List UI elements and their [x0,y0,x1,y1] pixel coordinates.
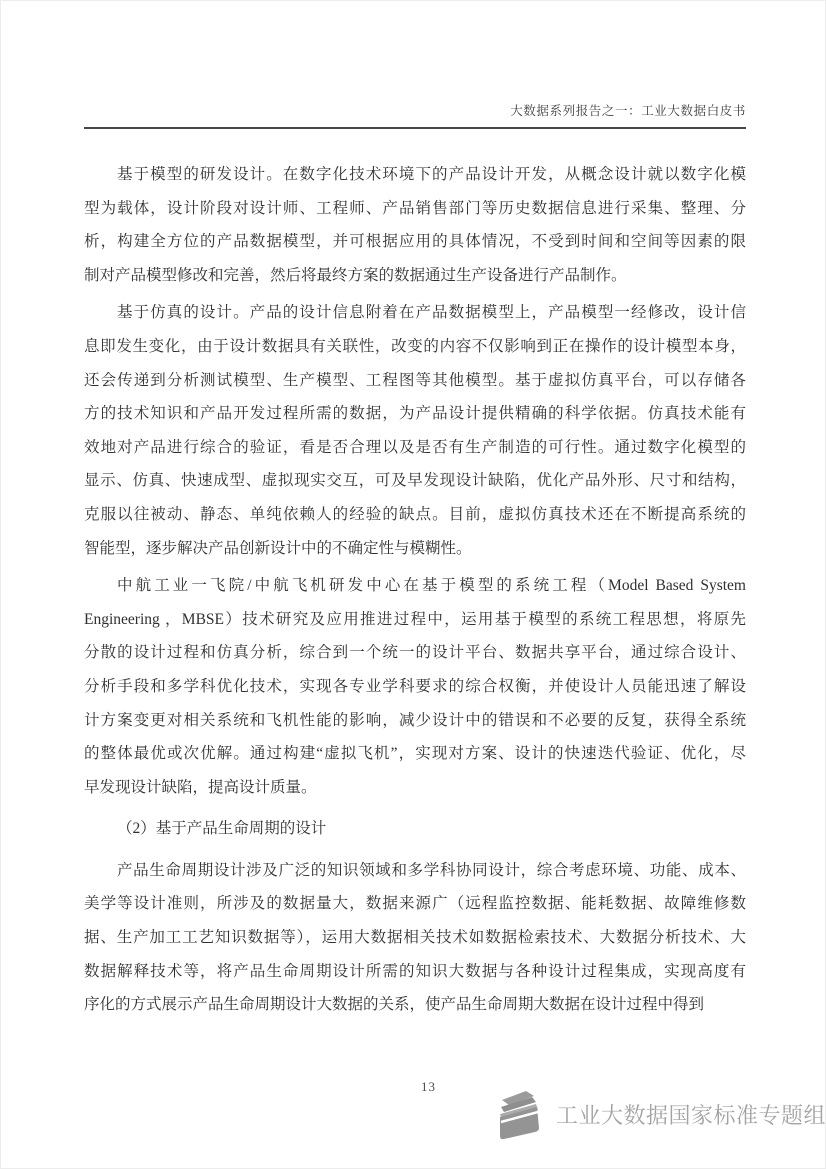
paragraph [84,158,746,292]
text-line: 息即发生变化，由于设计数据具有关联性，改变的内容不仅影响到正在操作的设计模型本身， [84,337,746,355]
text-line: 显示、仿真、快速成型、虚拟现实交互，可及早发现设计缺陷，优化产品外形、尺寸和结构， [84,472,746,490]
paragraph [84,296,746,565]
paragraph [84,569,746,804]
text-line: 早发现设计缺陷，提高设计质量。 [84,778,317,796]
text-line: 的整体最优或次优解。通过构建“虚拟飞机”，实现对方案、设计的快速迭代验证、优化，尽 [84,745,746,763]
text-line: Engineering ，MBSE）技术研究及应用推进过程中，运用基于模型的系统工程思想，将原先 [84,610,746,628]
text-line: 计方案变更对相关系统和飞机性能的影响，减少设计中的错误和不必要的反复，获得全系统 [84,711,746,729]
text-line: 还会传递到分析测试模型、生产模型、工程图等其他模型。基于虚拟仿真平台，可以存储各 [84,371,746,389]
text-line: 克服以往被动、静态、单纯依赖人的经验的缺点。目前，虚拟仿真技术还在不断提高系统的 [84,505,746,523]
standards-group-logo-text: 工业大数据国家标准专题组 [556,1102,826,1128]
text-line: 型为载体，设计阶段对设计师、工程师、产品销售部门等历史数据信息进行采集、整理、分 [84,199,746,217]
text-line: 据、生产加工工艺知识数据等），运用大数据相关技术如数据检索技术、大数据分析技术、大 [84,929,746,947]
text-line: 序化的方式展示产品生命周期设计大数据的关系，使产品生命周期大数据在设计过程中得到 [84,996,705,1014]
text-line: 产品生命周期设计涉及广泛的知识领域和多学科协同设计，综合考虑环境、功能、成本、 [117,861,746,879]
text-line: 析，构建全方位的产品数据模型，并可根据应用的具体情况，不受到时间和空间等因素的限 [84,233,746,251]
stacked-books-icon [491,1086,547,1142]
text-line: 智能型，逐步解决产品创新设计中的不确定性与模糊性。 [84,539,472,557]
page-header [84,101,746,129]
text-line: 中航工业一飞院/中航飞机研发中心在基于模型的系统工程（Model Based System [117,577,746,595]
section-heading [84,812,746,846]
paragraph [84,854,746,1022]
text-line: 分散的设计过程和仿真分析，综合到一个统一的设计平台、数据共享平台，通过综合设计、 [84,644,746,662]
text-line: （2）基于产品生命周期的设计 [117,820,327,838]
text-line: 基于仿真的设计。产品的设计信息附着在产品数据模型上，产品模型一经修改，设计信 [117,304,746,322]
text-line: 分析手段和多学科优化技术，实现各专业学科要求的综合权衡，并使设计人员能迅速了解设 [84,677,746,695]
text-line: 制对产品模型修改和完善，然后将最终方案的数据通过生产设备进行产品制作。 [84,266,627,284]
body-text [84,158,746,1026]
running-title: 大数据系列报告之一：工业大数据白皮书 [510,104,746,118]
text-line: 美学等设计准则，所涉及的数据量大，数据来源广（远程监控数据、能耗数据、故障维修数 [84,895,746,913]
text-line: 数据解释技术等，将产品生命周期设计所需的知识大数据与各种设计过程集成，实现高度有 [84,962,746,980]
text-line: 效地对产品进行综合的验证，看是否合理以及是否有生产制造的可行性。通过数字化模型的 [84,438,746,456]
page-number: 13 [421,1079,436,1094]
text-line: 方的技术知识和产品开发过程所需的数据，为产品设计提供精确的科学依据。仿真技术能有 [84,405,746,423]
text-line: 基于模型的研发设计。在数字化技术环境下的产品设计开发，从概念设计就以数字化模 [117,166,746,183]
standards-group-logo [491,1086,826,1142]
